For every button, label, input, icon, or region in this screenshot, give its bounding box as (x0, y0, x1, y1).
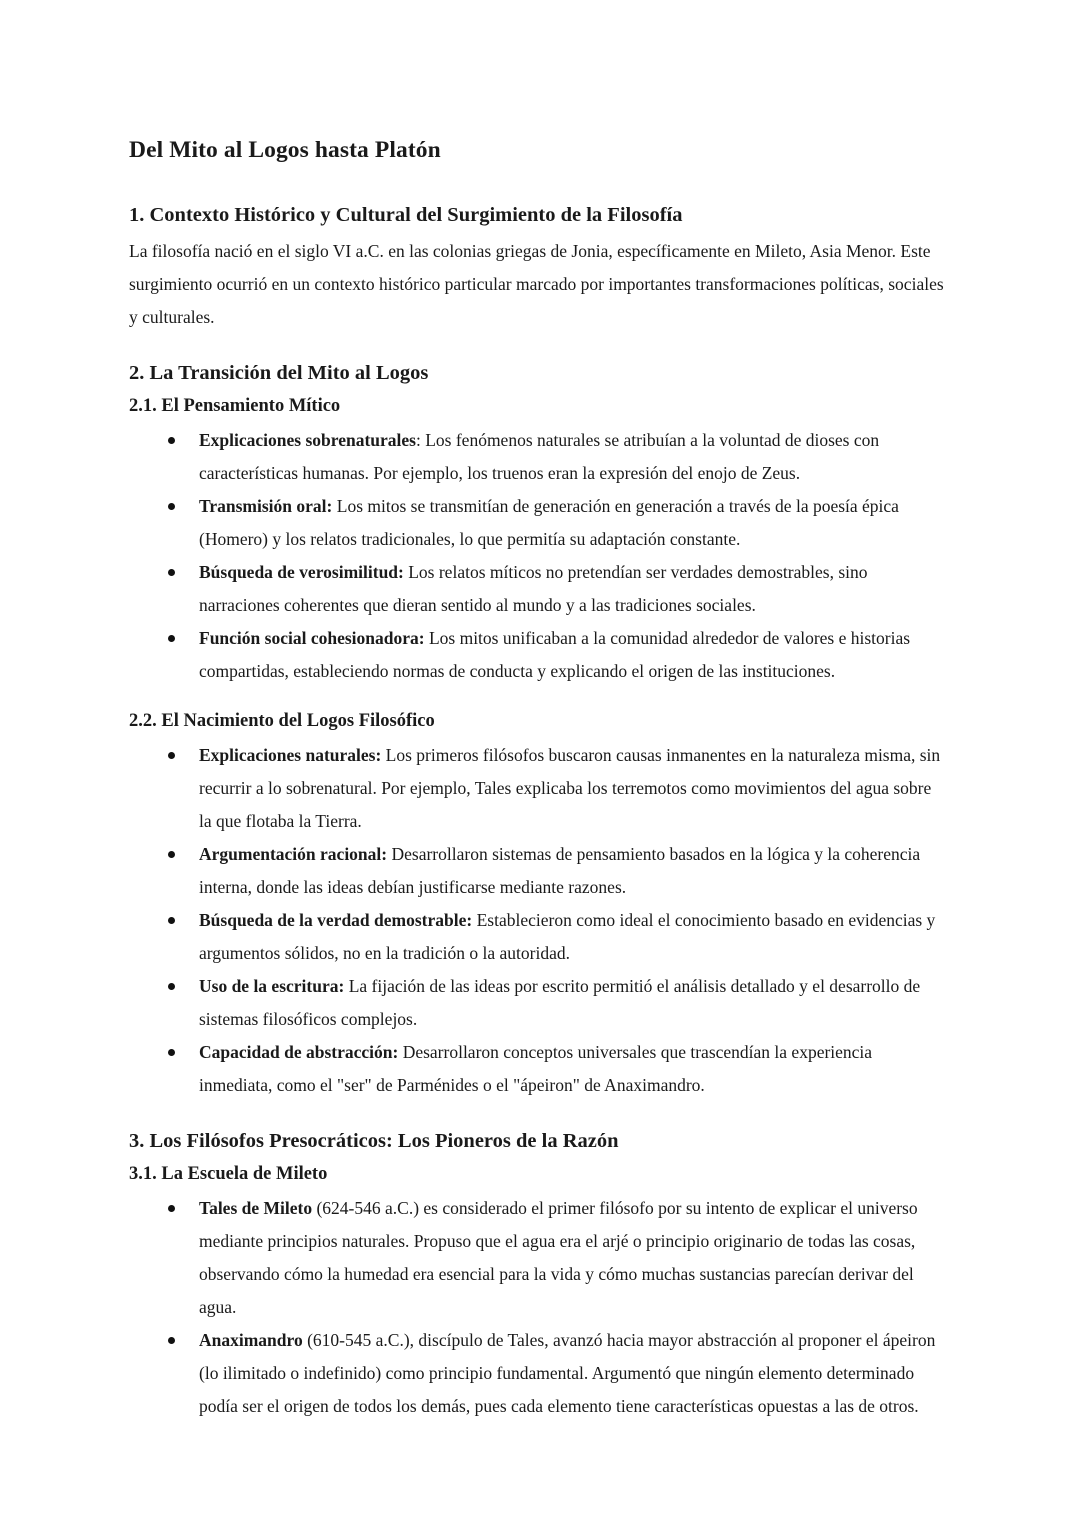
list-item-bold-label: Transmisión oral: (199, 496, 333, 516)
list-item (129, 838, 944, 904)
list-item-text (199, 910, 935, 963)
section-context (129, 202, 944, 334)
bullet-icon (168, 1337, 175, 1344)
bullet-icon (168, 851, 175, 858)
bullet-list-2-1 (129, 424, 944, 688)
list-item-body: (624-546 a.C.) es considerado el primer filósofo por su intento de explicar el universo mediante principios naturales. Propuso que el agua era el arjé o principio originario de todas las cosas, observando cómo la humedad era esencial para la vida y cómo muchas sustancias parecían derivar del agua. (199, 1198, 918, 1317)
list-item (129, 1036, 944, 1102)
subsection-3-1-heading: 3.1. La Escuela de Mileto (129, 1164, 328, 1184)
section-1-heading: 1. Contexto Histórico y Cultural del Surgimiento de la Filosofía (129, 204, 683, 226)
list-item-body: Los mitos se transmitían de generación en generación a través de la poesía épica (Homero) y los relatos tradicionales, lo que permitía su adaptación constante. (199, 496, 899, 549)
list-item-text (199, 430, 879, 483)
list-item-body: : Los fenómenos naturales se atribuían a la voluntad de dioses con características humanas. Por ejemplo, los truenos eran la expresión del enojo de Zeus. (199, 430, 880, 483)
list-item-bold-label: Uso de la escritura: (199, 976, 345, 996)
list-item-text (199, 562, 868, 615)
subsection-pensamiento-mitico (129, 393, 944, 688)
list-item (129, 490, 944, 556)
list-item-text (199, 745, 940, 831)
list-item-body: La fijación de las ideas por escrito permitió el análisis detallado y el desarrollo de sistemas filosóficos complejos. (199, 976, 921, 1029)
list-item-bold-label: Argumentación racional: (199, 844, 388, 864)
list-item (129, 424, 944, 490)
document-title: Del Mito al Logos hasta Platón (129, 137, 441, 163)
bullet-icon (168, 437, 175, 444)
list-item-body: (610-545 a.C.), discípulo de Tales, avanzó hacia mayor abstracción al proponer el ápeiron (lo ilimitado o indefinido) como principio fundamental. Argumentó que ningún elemento determinado podía ser el origen de todos los demás, pues cada elemento tiene características opuestas a las de otros. (199, 1330, 936, 1416)
list-item-body: Los primeros filósofos buscaron causas inmanentes en la naturaleza misma, sin recurrir a lo sobrenatural. Por ejemplo, Tales explicaba los terremotos como movimientos del agua sobre la que flotaba la Tierra. (199, 745, 941, 831)
list-item-text (199, 1198, 918, 1317)
subsection-nacimiento-logos (129, 708, 944, 1102)
list-item (129, 556, 944, 622)
subsection-escuela-mileto (129, 1161, 944, 1423)
bullet-list-3-1 (129, 1192, 944, 1423)
list-item-bold-label: Función social cohesionadora: (199, 628, 425, 648)
list-item-bold-label: Búsqueda de la verdad demostrable: (199, 910, 473, 930)
list-item-bold-label: Explicaciones sobrenaturales (199, 430, 416, 450)
bullet-icon (168, 983, 175, 990)
section-transition-mito-logos (129, 360, 944, 1102)
list-item-text (199, 1042, 872, 1095)
list-item (129, 1192, 944, 1324)
bullet-icon (168, 752, 175, 759)
list-item-body: Desarrollaron conceptos universales que trascendían la experiencia inmediata, como el "ser" de Parménides o el "ápeiron" de Anaximandro. (199, 1042, 873, 1095)
list-item-body: Los mitos unificaban a la comunidad alrededor de valores e historias compartidas, estableciendo normas de conducta y explicando el origen de las instituciones. (199, 628, 911, 681)
bullet-icon (168, 1205, 175, 1212)
bullet-icon (168, 1049, 175, 1056)
section-presocraticos (129, 1128, 944, 1423)
list-item-text (199, 976, 920, 1029)
list-item-bold-label: Capacidad de abstracción: (199, 1042, 399, 1062)
section-2-heading: 2. La Transición del Mito al Logos (129, 362, 429, 384)
list-item-text (199, 496, 899, 549)
list-item (129, 904, 944, 970)
list-item-bold-label: Búsqueda de verosimilitud: (199, 562, 404, 582)
list-item (129, 1324, 944, 1423)
subsection-2-2-heading: 2.2. El Nacimiento del Logos Filosófico (129, 711, 435, 731)
list-item-body: Establecieron como ideal el conocimiento basado en evidencias y argumentos sólidos, no en la tradición o la autoridad. (199, 910, 936, 963)
list-item-bold-label: Tales de Mileto (199, 1198, 313, 1218)
bullet-icon (168, 569, 175, 576)
list-item-text (199, 1330, 935, 1416)
list-item-bold-label: Anaximandro (199, 1330, 303, 1350)
bullet-icon (168, 635, 175, 642)
list-item-bold-label: Explicaciones naturales: (199, 745, 382, 765)
section-3-heading: 3. Los Filósofos Presocráticos: Los Pioneros de la Razón (129, 1130, 619, 1152)
bullet-list-2-2 (129, 739, 944, 1102)
list-item (129, 970, 944, 1036)
list-item-body: Los relatos míticos no pretendían ser verdades demostrables, sino narraciones coherentes que dieran sentido al mundo y a las tradiciones sociales. (199, 562, 868, 615)
list-item (129, 622, 944, 688)
bullet-icon (168, 503, 175, 510)
list-item-text (199, 628, 910, 681)
list-item-text (199, 844, 920, 897)
subsection-2-1-heading: 2.1. El Pensamiento Mítico (129, 396, 341, 416)
list-item (129, 739, 944, 838)
list-item-body: Desarrollaron sistemas de pensamiento basados en la lógica y la coherencia interna, donde las ideas debían justificarse mediante razones. (199, 844, 921, 897)
bullet-icon (168, 917, 175, 924)
section-1-paragraph: La filosofía nació en el siglo VI a.C. en las colonias griegas de Jonia, específicamente en Mileto, Asia Menor. Este surgimiento ocurrió en un contexto histórico particular marcado por importantes transformaciones políticas, sociales y culturales. (129, 241, 944, 327)
